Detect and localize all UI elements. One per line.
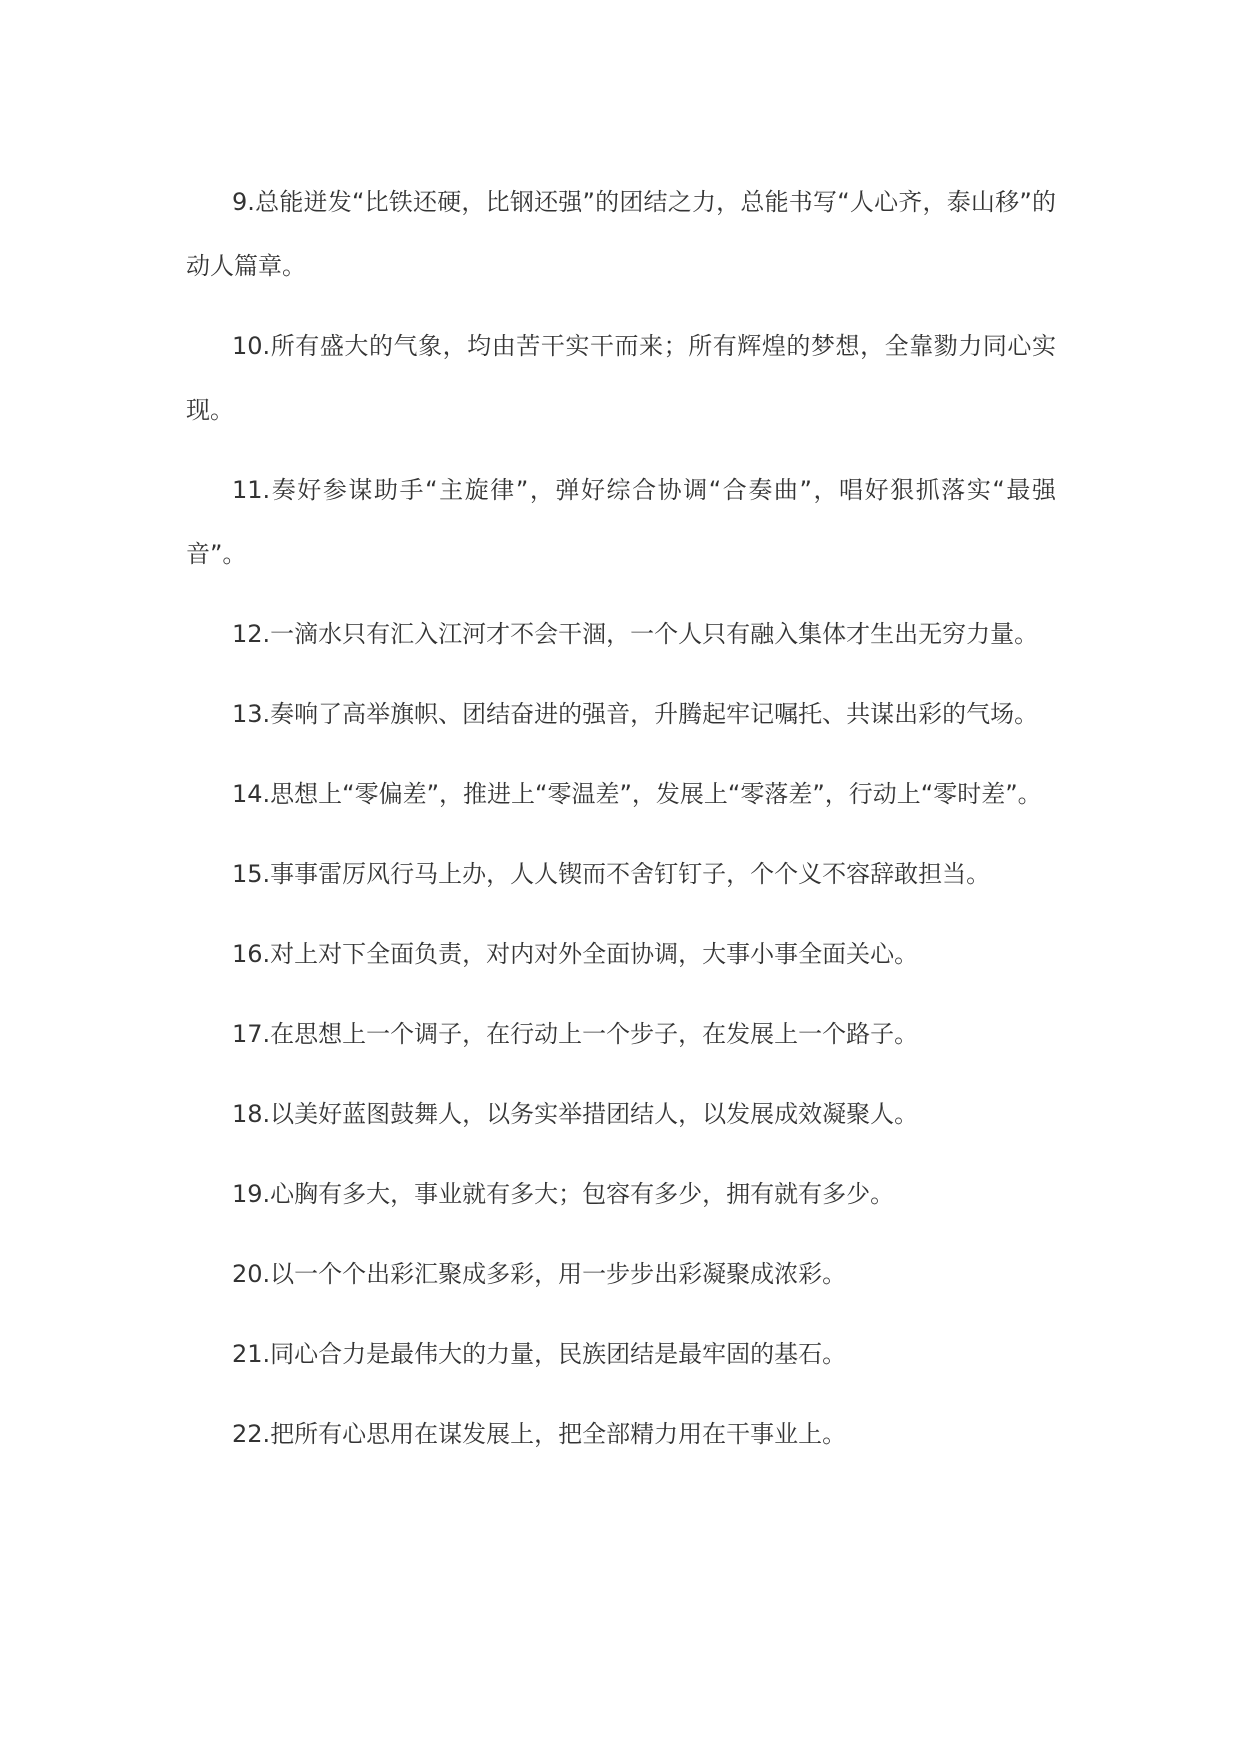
paragraph-17: 17.在思想上一个调子，在行动上一个步子，在发展上一个路子。 <box>232 1020 919 1048</box>
paragraph-20: 20.以一个个出彩汇聚成多彩，用一步步出彩凝聚成浓彩。 <box>232 1260 847 1288</box>
paragraph-14: 14.思想上“零偏差”，推进上“零温差”，发展上“零落差”，行动上“零时差”。 <box>232 780 1042 808</box>
paragraph-19: 19.心胸有多大，事业就有多大；包容有多少，拥有就有多少。 <box>232 1180 895 1208</box>
paragraph-18: 18.以美好蓝图鼓舞人，以务实举措团结人，以发展成效凝聚人。 <box>232 1100 919 1128</box>
paragraph-13: 13.奏响了高举旗帜、团结奋进的强音，升腾起牢记嘱托、共谋出彩的气场。 <box>232 700 1039 728</box>
paragraph-10: 10.所有盛大的气象，均由苦干实干而来；所有辉煌的梦想，全靠勠力同心实现。 <box>186 332 1056 424</box>
paragraph-9: 9.总能迸发“比铁还硬，比钢还强”的团结之力，总能书写“人心齐，泰山移”的动人篇章。 <box>186 188 1056 280</box>
paragraph-22: 22.把所有心思用在谋发展上，把全部精力用在干事业上。 <box>232 1420 847 1448</box>
paragraph-15: 15.事事雷厉风行马上办，人人锲而不舍钉钉子，个个义不容辞敢担当。 <box>232 860 991 888</box>
paragraph-12: 12.一滴水只有汇入江河才不会干涸，一个人只有融入集体才生出无穷力量。 <box>232 620 1039 648</box>
document-body <box>186 170 1056 1482</box>
paragraph-11: 11.奏好参谋助手“主旋律”，弹好综合协调“合奏曲”，唱好狠抓落实“最强音”。 <box>186 476 1056 568</box>
paragraph-16: 16.对上对下全面负责，对内对外全面协调，大事小事全面关心。 <box>232 940 919 968</box>
paragraph-21: 21.同心合力是最伟大的力量，民族团结是最牢固的基石。 <box>232 1340 847 1368</box>
